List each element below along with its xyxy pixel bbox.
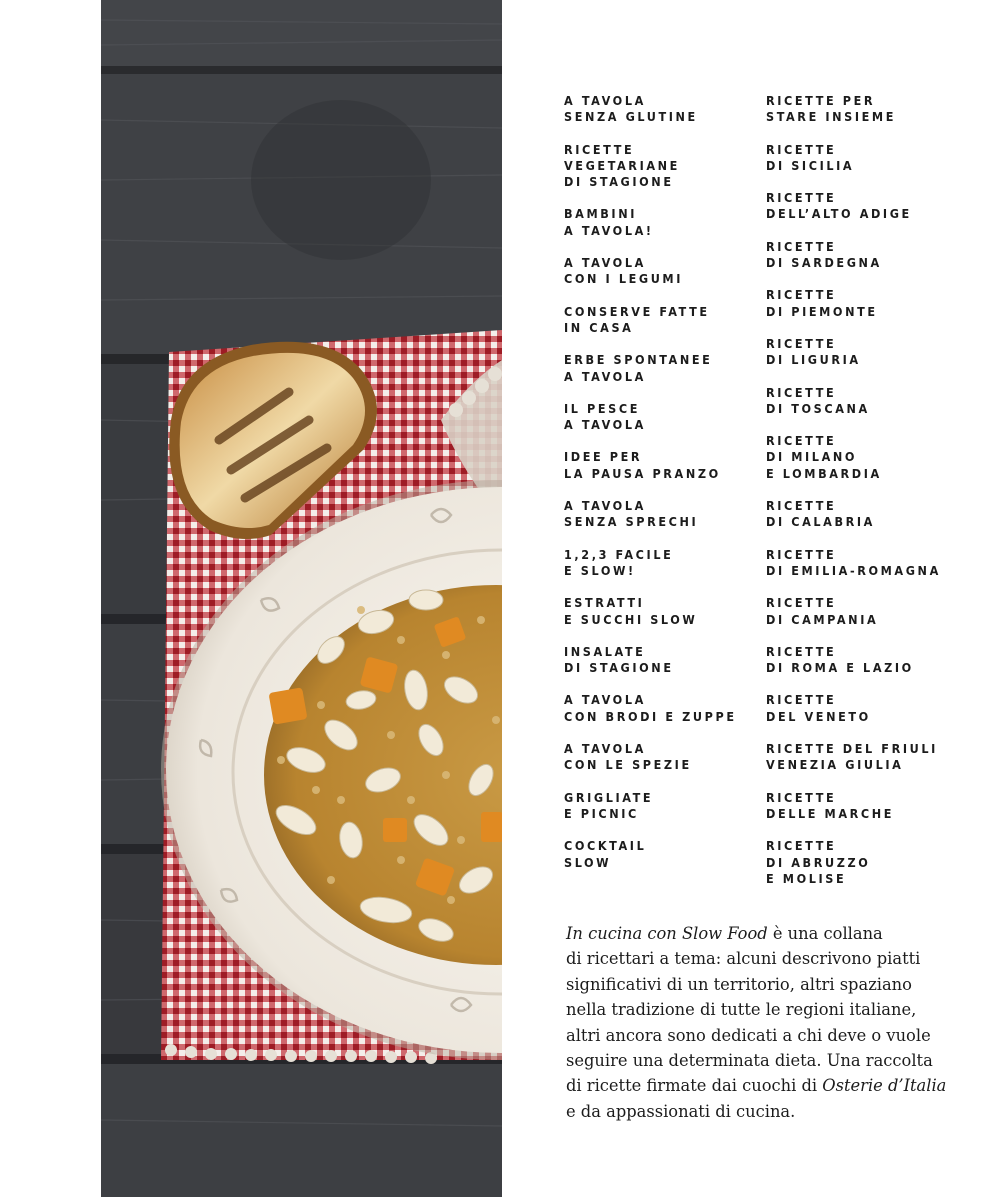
list-item: CONSERVE FATTE IN CASA — [564, 303, 710, 335]
list-item: INSALATE DI STAGIONE — [564, 643, 674, 676]
list-item: RICETTE DEL FRIULI VENEZIA GIULIA — [766, 741, 938, 773]
list-item: 1,2,3 FACILE E SLOW! — [564, 546, 674, 578]
list-item: ERBE SPONTANEE A TAVOLA — [564, 352, 713, 384]
list-item: RICETTE DI ROMA E LAZIO — [766, 643, 914, 676]
list-item: RICETTE DELLE MARCHE — [766, 789, 895, 821]
list-item: IL PESCE A TAVOLA — [564, 400, 646, 433]
list-item: COCKTAIL SLOW — [564, 838, 647, 870]
series-list-left — [564, 93, 759, 887]
list-item: RICETTE DI CAMPANIA — [766, 595, 879, 627]
list-item: RICETTE DI PIEMONTE — [766, 287, 878, 319]
list-item: RICETTE PER STARE INSIEME — [766, 93, 896, 125]
list-item: A TAVOLA CON LE SPEZIE — [564, 741, 692, 773]
series-description: In cucina con Slow Food è una collana di ricettari a tema: alcuni descrivono piatti significativi di un territorio, altri spaziano nella tradizione di tutte le regioni italiane, altri ancora sono dedicati a chi deve o vuole seguire una determinata dieta. Una raccolta di ricette firmate dai cuochi di Osterie d’Italia e da appassionati di cucina. — [566, 924, 947, 1121]
list-item: RICETTE DI SICILIA — [766, 141, 855, 173]
list-item: GRIGLIATE E PICNIC — [564, 789, 654, 821]
list-item: ESTRATTI E SUCCHI SLOW — [564, 595, 698, 627]
list-item: IDEE PER LA PAUSA PRANZO — [564, 449, 721, 481]
list-item: RICETTE VEGETARIANE DI STAGIONE — [564, 141, 680, 190]
list-item: RICETTE DI CALABRIA — [766, 498, 875, 530]
list-item: RICETTE DI EMILIA-ROMAGNA — [766, 546, 941, 578]
series-title: In cucina con Slow Food — [566, 924, 768, 943]
list-item: A TAVOLA CON BRODI E ZUPPE — [564, 692, 737, 724]
list-item: A TAVOLA SENZA GLUTINE — [564, 93, 698, 125]
series-list-right — [766, 93, 991, 903]
cover-photo-soup — [101, 0, 502, 1197]
list-item: RICETTE DI MILANO E LOMBARDIA — [766, 433, 882, 481]
list-item: RICETTE DEL VENETO — [766, 692, 871, 724]
list-item: A TAVOLA CON I LEGUMI — [564, 255, 684, 287]
list-item: RICETTE DELL’ALTO ADIGE — [766, 190, 912, 222]
list-item: RICETTE DI LIGURIA — [766, 335, 861, 368]
list-item: RICETTE DI ABRUZZO E MOLISE — [766, 838, 871, 886]
list-item: BAMBINI A TAVOLA! — [564, 206, 654, 238]
list-item: RICETTE DI TOSCANA — [766, 384, 870, 416]
list-item: RICETTE DI SARDEGNA — [766, 238, 882, 271]
guide-title: Osterie d’Italia — [822, 1076, 947, 1096]
list-item: A TAVOLA SENZA SPRECHI — [564, 498, 699, 530]
